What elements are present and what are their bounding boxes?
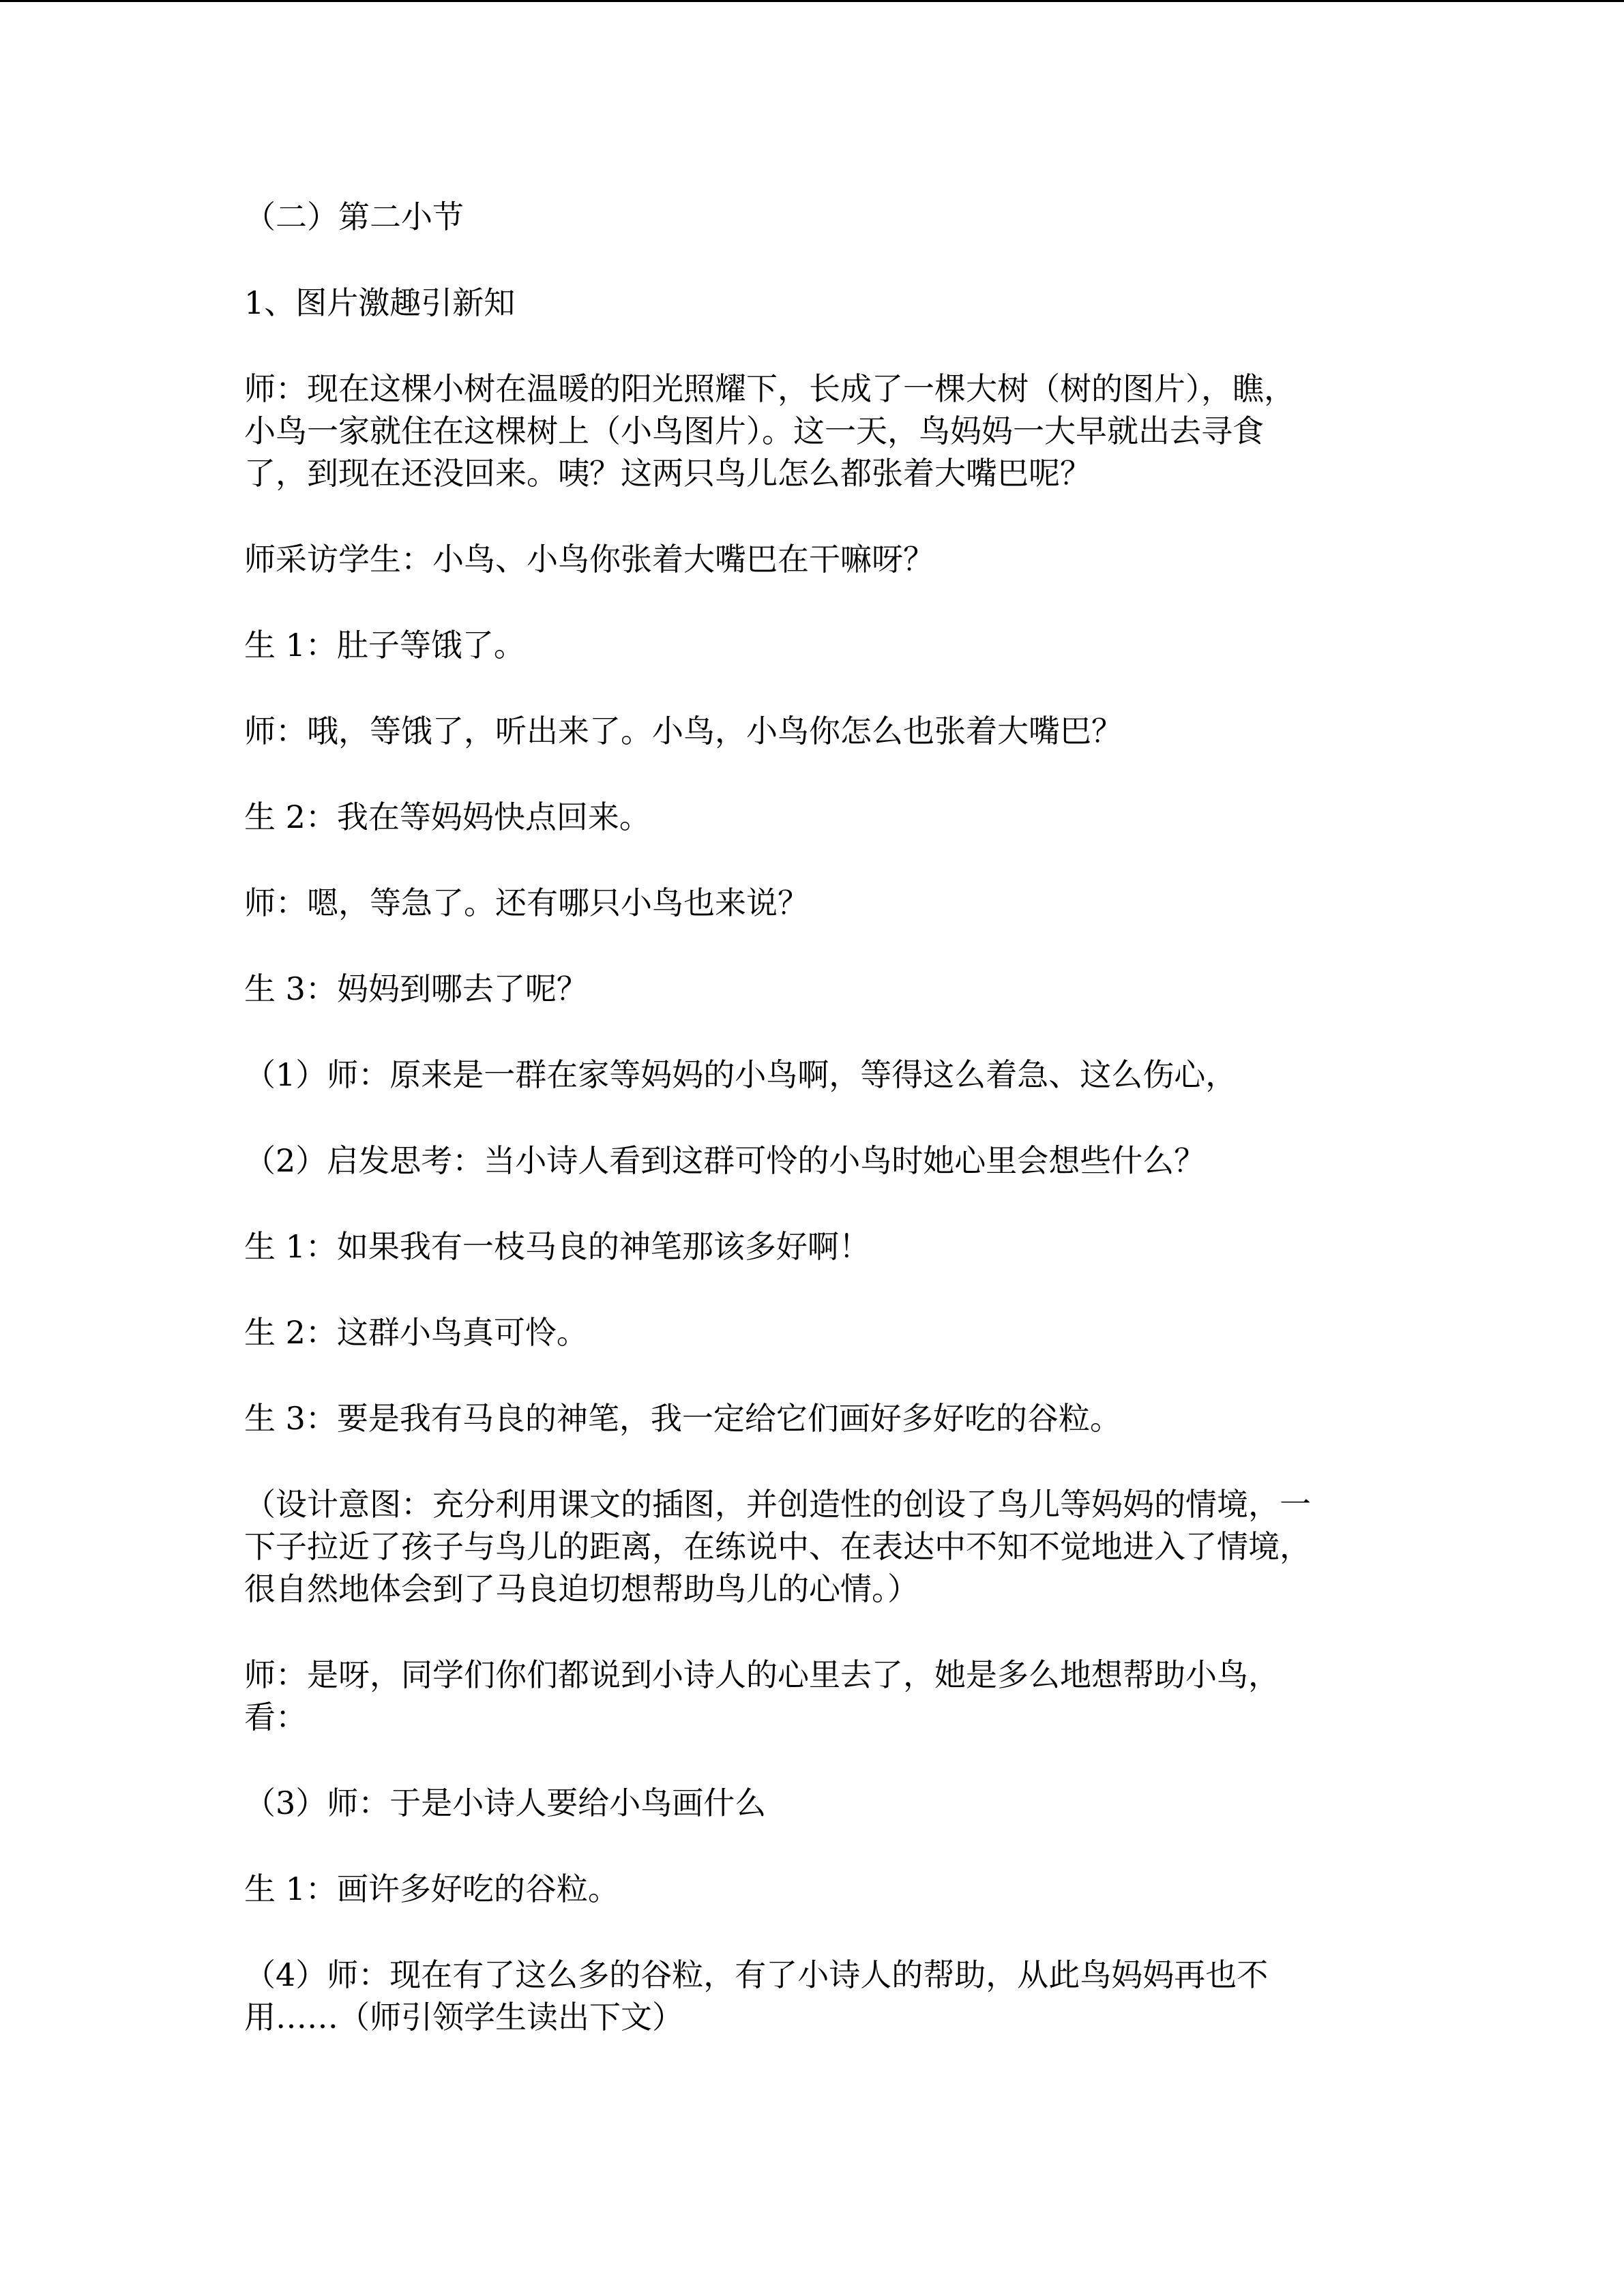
student-1-reflection: 生 1：如果我有一枝马良的神笔那该多好啊！ <box>244 1228 870 1265</box>
student-1-drawing-answer: 生 1：画许多好吃的谷粒。 <box>244 1870 619 1907</box>
design-intent-paragraph: （设计意图：充分利用课文的插图，并创造性的创设了鸟儿等妈妈的情境，一 下子拉近了孩子与鸟儿的距离，在练说中、在表达中不知不觉地进入了情境， 很自然地体会到了马良迫切想帮助鸟儿的心情。） <box>244 1486 1311 1607</box>
student-3-reflection: 生 3：要是我有马良的神笔，我一定给它们画好多好吃的谷粒。 <box>244 1400 1121 1437</box>
document-body <box>244 196 1370 2082</box>
student-2-reflection: 生 2：这群小鸟真可怜。 <box>244 1314 588 1351</box>
student-1-answer: 生 1：肚子等饿了。 <box>244 627 525 664</box>
teacher-question-paragraph: 师采访学生：小鸟、小鸟你张着大嘴巴在干嘛呀？ <box>244 541 934 578</box>
teacher-intro-paragraph: 师：现在这棵小树在温暖的阳光照耀下，长成了一棵大树（树的图片），瞧， 小鸟一家就住在这棵树上（小鸟图片）。这一天，鸟妈妈一大早就出去寻食 了，到现在还没回来。咦？这两只鸟儿怎么都张着大嘴巴呢？ <box>244 370 1295 492</box>
subsection-heading: 1、图片激趣引新知 <box>244 284 516 321</box>
section-heading: （二）第二小节 <box>244 198 464 235</box>
teacher-followup-1: 师：哦，等饿了，听出来了。小鸟，小鸟你怎么也张着大嘴巴？ <box>244 713 1123 749</box>
teacher-summary-paragraph: 师：是呀，同学们你们都说到小诗人的心里去了，她是多么地想帮助小鸟， 看： <box>244 1656 1280 1735</box>
step-3-paragraph: （3）师：于是小诗人要给小鸟画什么 <box>244 1785 767 1821</box>
step-1-paragraph: （1）师：原来是一群在家等妈妈的小鸟啊，等得这么着急、这么伤心， <box>244 1056 1237 1093</box>
teacher-followup-2: 师：嗯，等急了。还有哪只小鸟也来说？ <box>244 884 809 921</box>
student-3-answer: 生 3：妈妈到哪去了呢？ <box>244 970 588 1007</box>
student-2-answer: 生 2：我在等妈妈快点回来。 <box>244 799 651 835</box>
step-4-paragraph: （4）师：现在有了这么多的谷粒，有了小诗人的帮助，从此鸟妈妈再也不 用……（师引领学生读出下文） <box>244 1956 1269 2036</box>
page-top-border <box>0 0 1624 2</box>
step-2-paragraph: （2）启发思考：当小诗人看到这群可怜的小鸟时她心里会想些什么？ <box>244 1142 1206 1179</box>
